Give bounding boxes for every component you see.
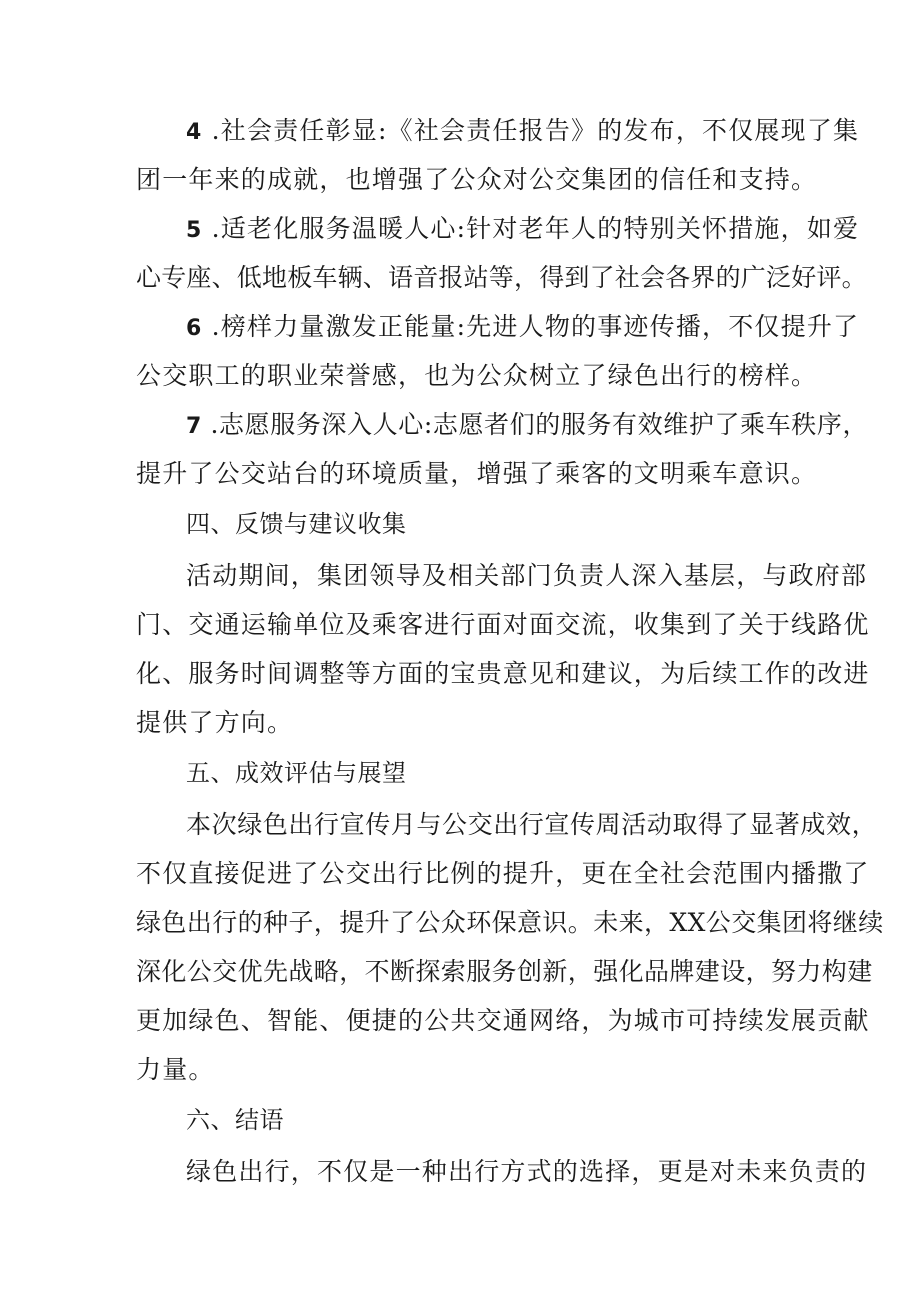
list-item-4-line-2: 团一年来的成就，也增强了公众对公交集团的信任和支持。 (136, 165, 818, 194)
list-item-7-text-1: .志愿服务深入人心:志愿者们的服务有效维护了乘车秩序， (201, 410, 869, 439)
list-item-5-line-2: 心专座、低地板车辆、语音报站等，得到了社会各界的广泛好评。 (136, 263, 867, 292)
list-item-7-line-2: 提升了公交站台的环境质量，增强了乘客的文明乘车意识。 (136, 459, 818, 488)
section-4-heading: 四、反馈与建议收集 (186, 510, 407, 538)
list-item-7-number: 7 (186, 414, 202, 439)
section-5-line-5: 更加绿色、智能、便捷的公共交通网络，为城市可持续发展贡献 (136, 1006, 870, 1035)
list-item-5 (136, 204, 867, 302)
list-item-6-number: 6 (186, 316, 203, 341)
section-6-heading: 六、结语 (186, 1106, 284, 1134)
list-item-4-line-1 (136, 106, 860, 155)
list-item-5-text-1: .适老化服务温暖人心:针对老年人的特别关怀措施，如爱 (202, 214, 860, 243)
section-4-paragraph (136, 551, 870, 747)
section-4-line-4: 提供了方向。 (136, 708, 294, 737)
section-6-paragraph (136, 1147, 868, 1196)
section-5-line-4: 深化公交优先战略，不断探索服务创新，强化品牌建设，努力构建 (136, 957, 873, 986)
list-item-4 (136, 106, 860, 204)
section-5-line-1: 本次绿色出行宣传月与公交出行宣传周活动取得了显著成效， (186, 810, 878, 839)
section-4-line-1: 活动期间，集团领导及相关部门负责人深入基层，与政府部 (186, 561, 868, 590)
list-item-6-text-1: .榜样力量激发正能量:先进人物的事迹传播，不仅提升了 (202, 312, 860, 341)
list-item-7-line-1 (136, 400, 869, 449)
section-5-line-3: 绿色出行的种子，提升了公众环保意识。未来，XX公交集团将继续 (136, 908, 884, 937)
list-item-7 (136, 400, 869, 498)
section-5-line-2: 不仅直接促进了公交出行比例的提升，更在全社会范围内播撒了 (136, 859, 870, 888)
section-5-paragraph (136, 800, 884, 1094)
section-5-heading: 五、成效评估与展望 (186, 759, 407, 787)
list-item-5-number: 5 (186, 218, 203, 243)
section-4-line-3: 化、服务时间调整等方面的宝贵意见和建议，为后续工作的改进 (136, 659, 870, 688)
list-item-6-line-2: 公交职工的职业荣誉感，也为公众树立了绿色出行的榜样。 (136, 361, 818, 390)
list-item-6 (136, 302, 860, 400)
section-6-line-1: 绿色出行，不仅是一种出行方式的选择，更是对未来负责的 (186, 1157, 868, 1186)
list-item-5-line-1 (136, 204, 860, 253)
list-item-4-number: 4 (186, 120, 203, 145)
list-item-4-text-1: .社会责任彰显:《社会责任报告》的发布，不仅展现了集 (202, 116, 860, 145)
list-item-6-line-1 (136, 302, 860, 351)
section-5-line-6: 力量。 (136, 1055, 215, 1084)
section-4-line-2: 门、交通运输单位及乘客进行面对面交流，收集到了关于线路优 (136, 610, 870, 639)
